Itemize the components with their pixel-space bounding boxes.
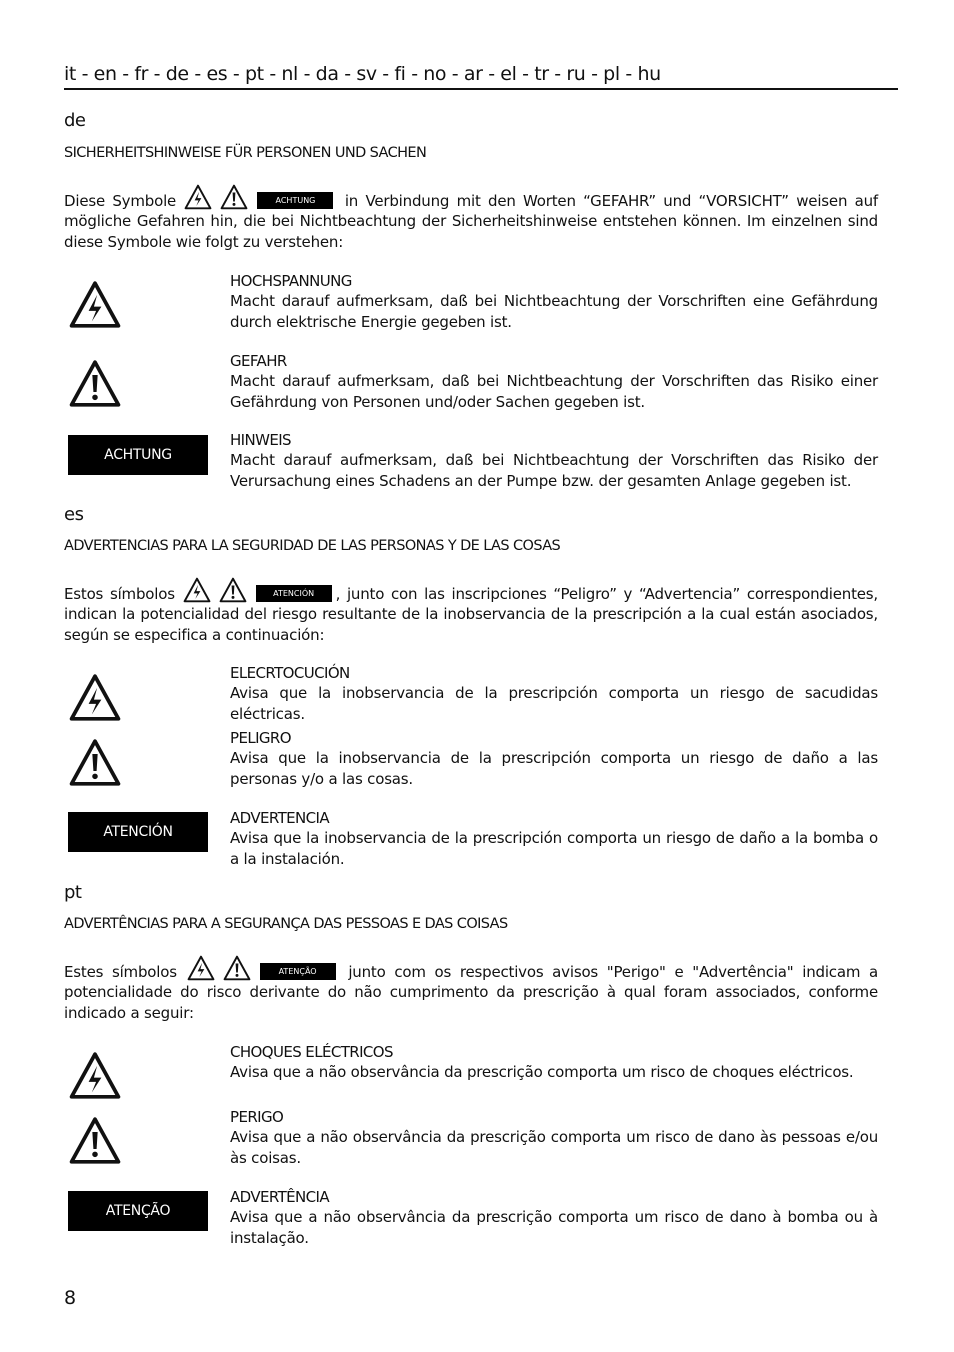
intro-paragraph-de [64,184,878,252]
item-heading: GEFAHR [230,352,287,370]
item-body: Avisa que la inobservancia de la prescripción comporta un riesgo de sacudidas eléctricas. [230,684,878,723]
danger-icon [222,955,252,981]
danger-icon [68,1116,122,1165]
page-number: 8 [64,1287,77,1309]
item-heading: ADVERTENCIA [230,809,330,827]
item-body: Macht darauf aufmerksam, daß bei Nichtbeachtung der Vorschriften das Risiko einer Gefährdung von Personen und/oder Sachen gegeben ist. [230,372,878,411]
danger-icon [68,738,122,787]
safety-item [230,663,878,724]
intro-prefix: Estes símbolos [64,963,177,981]
high-voltage-icon [186,955,216,981]
section-title-es: ADVERTENCIAS PARA LA SEGURIDAD DE LAS PERSONAS Y DE LAS COSAS [64,538,561,554]
section-title-pt: ADVERTÊNCIAS PARA A SEGURANÇA DAS PESSOAS E DAS COISAS [64,916,508,932]
item-heading: CHOQUES ELÉCTRICOS [230,1043,393,1061]
safety-item [230,728,878,789]
item-body: Avisa que la inobservancia de la prescripción comporta un riesgo de daño a las personas y/o a las cosas. [230,749,878,788]
danger-icon [68,359,122,408]
safety-item [230,271,878,332]
section-lang-de: de [64,110,86,131]
item-body: Avisa que a não observância da prescrição comporta um risco de dano à bomba ou à instalação. [230,1208,878,1247]
intro-suffix: , junto con las inscripciones “Peligro” y “Advertencia” correspondientes, indican la potencialidad del riesgo resultante de la inobservancia de la prescripción a la cual están asociados, según se especifica a continuación: [64,585,878,644]
intro-prefix: Estos símbolos [64,585,175,603]
item-body: Avisa que a não observância da prescrição comporta um risco de dano às pessoas e/ou às coisas. [230,1128,878,1167]
item-heading: HINWEIS [230,431,291,449]
section-lang-pt: pt [64,882,82,903]
item-heading: ADVERTÊNCIA [230,1188,330,1206]
attention-badge: ATENCIÓN [68,812,208,852]
item-body: Avisa que la inobservancia de la prescripción comporta un riesgo de daño a la bomba o a la instalación. [230,829,878,868]
item-body: Macht darauf aufmerksam, daß bei Nichtbeachtung der Vorschriften das Risiko der Verursachung eines Schadens an der Pumpe bzw. der gesamten Anlage gegeben ist. [230,451,878,490]
safety-item [230,351,878,412]
safety-item [230,1187,878,1248]
high-voltage-icon [183,184,213,210]
high-voltage-icon [68,280,122,329]
item-heading: HOCHSPANNUNG [230,272,352,290]
intro-prefix: Diese Symbole [64,192,177,210]
section-title-de: SICHERHEITSHINWEISE FÜR PERSONEN UND SACHEN [64,145,427,161]
item-heading: PERIGO [230,1108,284,1126]
high-voltage-icon [68,673,122,722]
safety-item [230,1107,878,1168]
safety-item [230,430,878,491]
intro-paragraph-pt [64,955,878,1023]
item-body: Avisa que a não observância da prescrição comporta um risco de choques eléctricos. [230,1063,854,1082]
item-body: Macht darauf aufmerksam, daß bei Nichtbeachtung der Vorschriften eine Gefährdung durch elektrische Energie gegeben ist. [230,292,878,331]
attention-badge: ATENÇÃO [68,1191,208,1231]
high-voltage-icon [182,577,212,603]
attention-badge-inline: ACHTUNG [257,192,333,209]
intro-paragraph-es [64,577,878,645]
item-heading: ELECRTOCUCIÓN [230,664,350,682]
high-voltage-icon [68,1051,122,1100]
attention-badge-inline: ATENÇÃO [260,963,336,980]
intro-suffix: junto com os respectivos avisos "Perigo" e "Advertência" indicam a potencialidade do risco derivante do não cumprimento da prescrição à qual foram associados, conforme indicado a seguir: [64,963,878,1022]
language-header: it - en - fr - de - es - pt - nl - da - sv - fi - no - ar - el - tr - ru - pl - hu [64,60,898,90]
attention-badge: ACHTUNG [68,435,208,475]
danger-icon [219,184,249,210]
safety-item [230,1042,878,1083]
intro-suffix: in Verbindung mit den Worten “GEFAHR” und “VORSICHT” weisen auf mögliche Gefahren hin, die bei Nichtbeachtung der Sicherheitshinweise entstehen können. Im einzelnen sind diese Symbole wie folgt zu verstehen: [64,192,878,251]
section-lang-es: es [64,504,84,525]
item-heading: PELIGRO [230,729,291,747]
attention-badge-inline: ATENCIÓN [256,585,332,602]
danger-icon [218,577,248,603]
safety-item [230,808,878,869]
